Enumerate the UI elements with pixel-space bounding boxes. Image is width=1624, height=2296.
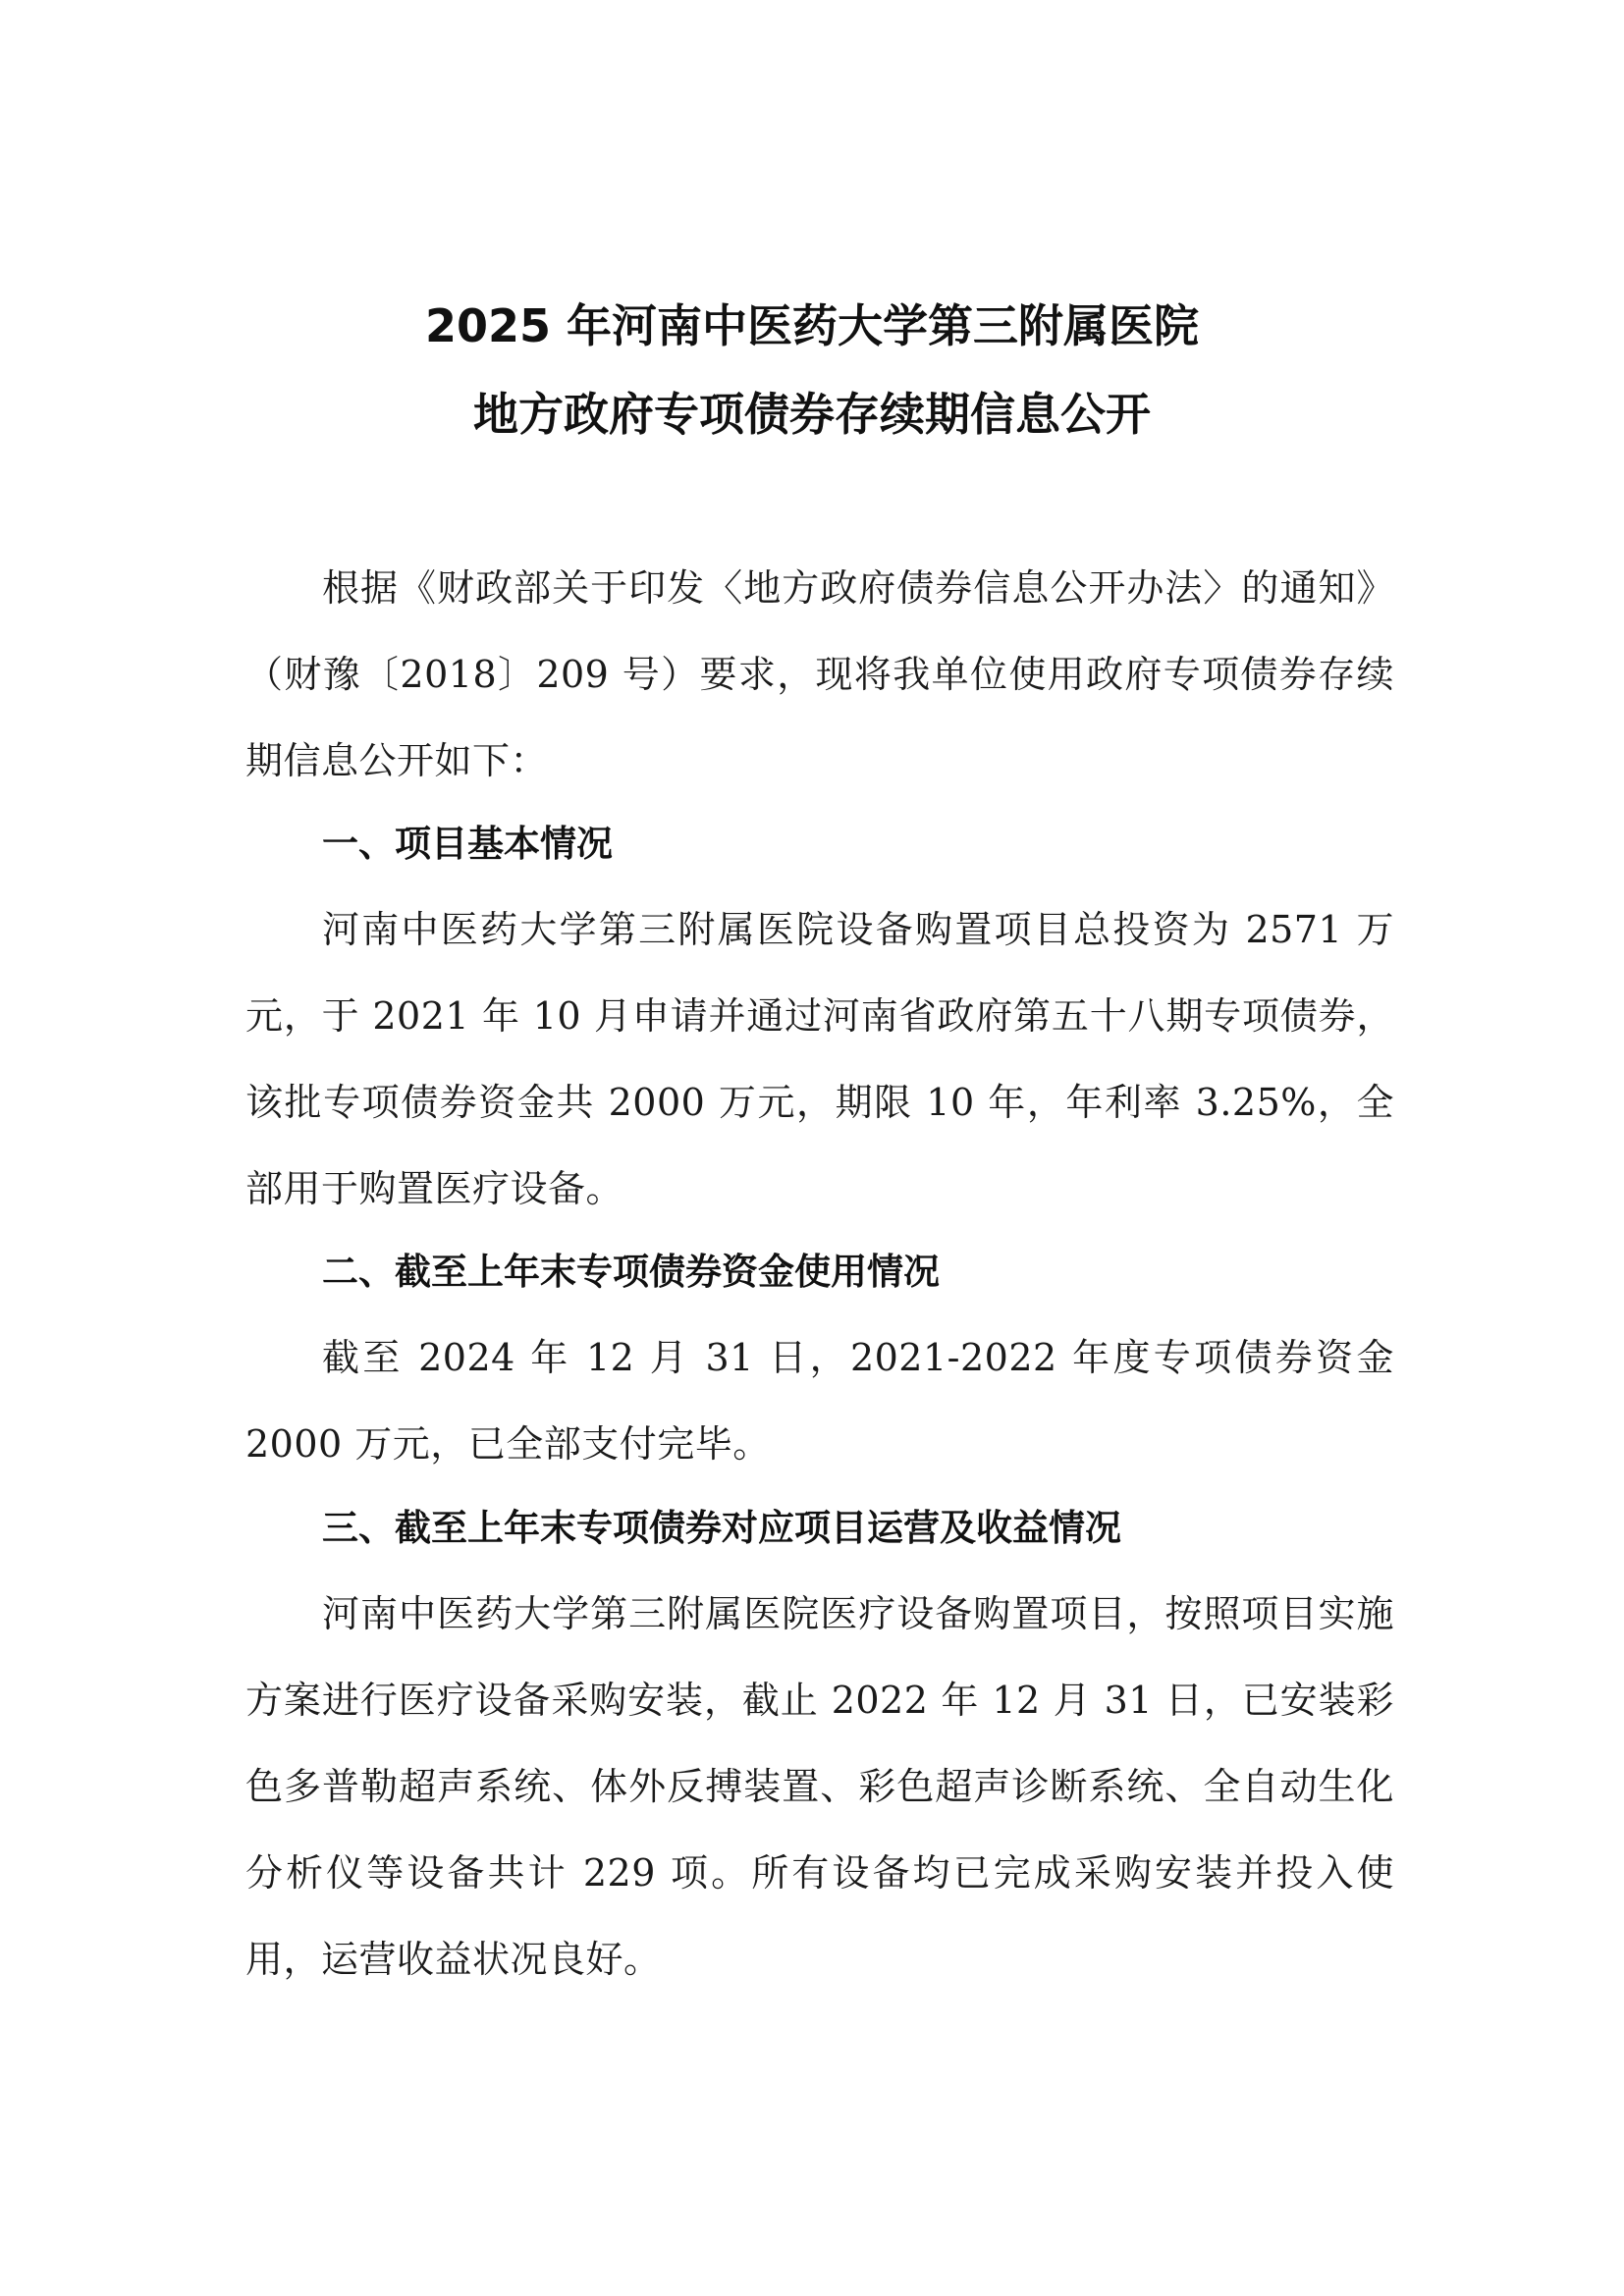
document-title-line-2: 地方政府专项债券存续期信息公开 [473,388,1151,441]
section-body-1: 河南中医药大学第三附属医院设备购置项目总投资为 2571 万元，于 2021 年 10 月申请并通过河南省政府第五十八期专项债券，该批专项债券资金共 2000 万元，期限 10 年，年利率 3.25%，全部用于购置医疗设备。 [245,908,1394,1210]
section-heading-2: 二、截至上年末专项债券资金使用情况 [322,1251,940,1293]
section-body-3: 河南中医药大学第三附属医院医疗设备购置项目，按照项目实施方案进行医疗设备采购安装，截止 2022 年 12 月 31 日，已安装彩色多普勒超声系统、体外反搏装置、彩色超声诊断系统、全自动生化分析仪等设备共计 229 项。所有设备均已完成采购安装并投入使用，运营收益状况良好。 [245,1592,1394,1981]
intro-paragraph: 根据《财政部关于印发〈地方政府债券信息公开办法〉的通知》（财豫〔2018〕209 号）要求，现将我单位使用政府专项债券存续期信息公开如下： [245,566,1394,782]
section-body-2: 截至 2024 年 12 月 31 日，2021-2022 年度专项债券资金 2000 万元，已全部支付完毕。 [245,1336,1394,1466]
section-heading-3: 三、截至上年末专项债券对应项目运营及收益情况 [322,1507,1121,1549]
document-title-line-1: 2025 年河南中医药大学第三附属医院 [424,299,1200,352]
section-heading-1: 一、项目基本情况 [322,823,613,865]
